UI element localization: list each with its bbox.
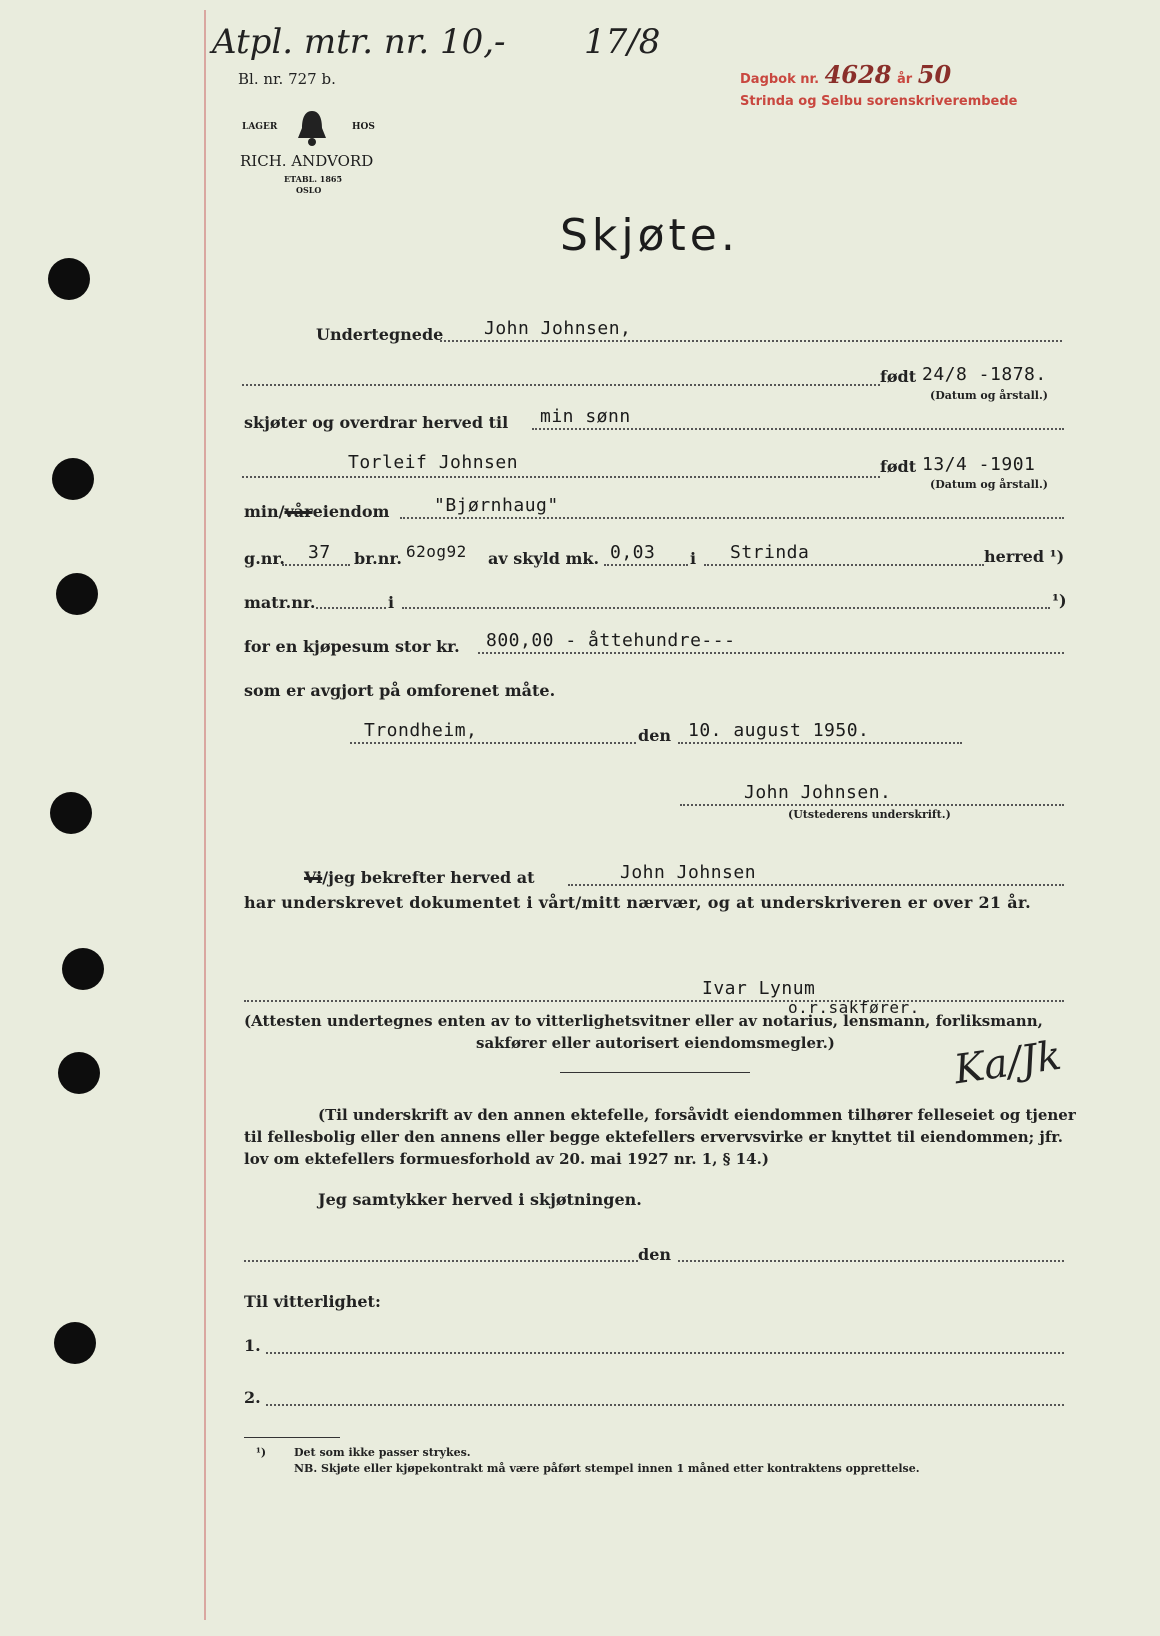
place-value: Trondheim, <box>364 720 478 741</box>
attest-line2: har underskrevet dokumentet i vårt/mitt nærvær, og at underskriveren er over 21 år. <box>244 893 1032 912</box>
logo-established: ETABL. 1865 <box>284 174 343 184</box>
gnr-value: 37 <box>308 542 331 563</box>
footnote-mark: ¹) <box>256 1446 267 1459</box>
logo-city: OSLO <box>296 185 322 195</box>
skjoter-label: skjøter og overdrar herved til <box>244 413 509 432</box>
matr-i: i <box>388 593 395 612</box>
divider <box>560 1072 750 1073</box>
avgjort-text: som er avgjort på omforenet måte. <box>244 681 556 700</box>
dotted-line <box>568 884 1064 886</box>
stamp-year-prefix: år <box>896 72 913 87</box>
recipient-relation: min sønn <box>540 406 631 427</box>
stamp-office: Strinda og Selbu sorenskriverembede <box>740 94 1018 109</box>
footnote-rule <box>244 1437 340 1438</box>
attest-text: jeg bekrefter herved at <box>328 868 535 887</box>
datum-note: (Datum og årstall.) <box>930 389 1048 402</box>
dotted-line <box>242 384 880 386</box>
handwritten-note: Atpl. mtr. nr. 10,- <box>212 22 506 62</box>
undertegnede-label: Undertegnede <box>316 325 444 344</box>
spouse-para1: (Til underskrift av den annen ektefelle, forsåvidt eiendommen tilhører felleseiet og tjener <box>318 1106 1076 1124</box>
fodt-label: født <box>880 367 917 386</box>
eiendom-line <box>244 502 389 521</box>
handwritten-date: 17/8 <box>584 22 661 62</box>
attest-struck: Vi <box>304 868 323 887</box>
dotted-line <box>316 607 386 609</box>
eiendom-prefix: min/ <box>244 502 285 521</box>
brnr-value: 62og92 <box>406 542 467 561</box>
punch-hole <box>56 573 98 615</box>
journal-stamp <box>740 60 951 89</box>
form-number: Bl. nr. 727 b. <box>238 70 336 88</box>
witness-name: Ivar Lynum <box>702 978 816 999</box>
eiendom-label: eiendom <box>312 502 390 521</box>
matr-label: matr.nr. <box>244 593 316 612</box>
dotted-line <box>532 428 1064 430</box>
signature-label: (Utstederens underskrift.) <box>788 808 951 821</box>
dotted-line <box>350 742 636 744</box>
stamp-dagbok-prefix: Dagbok nr. <box>740 72 820 87</box>
dotted-line <box>282 564 350 566</box>
margin-line <box>204 10 206 1620</box>
herred-value: Strinda <box>730 542 810 563</box>
eiendom-value: "Bjørnhaug" <box>434 495 559 516</box>
footnote-1: Det som ikke passer strykes. <box>294 1446 471 1459</box>
witness-2-label: 2. <box>244 1388 261 1407</box>
witness-1-label: 1. <box>244 1336 261 1355</box>
spouse-consent: Jeg samtykker herved i skjøtningen. <box>318 1190 642 1209</box>
logo-hos: HOS <box>352 122 375 132</box>
dotted-line <box>440 340 1062 342</box>
undertegnede-value: John Johnsen, <box>484 318 632 339</box>
attest-name: John Johnsen <box>620 862 757 883</box>
herred-label: herred ¹) <box>984 547 1065 566</box>
den-label: den <box>638 726 671 745</box>
punch-hole <box>54 1322 96 1364</box>
datum-note-2: (Datum og årstall.) <box>930 478 1048 491</box>
attest-note1: (Attesten undertegnes enten av to vitterlighetsvitner eller av notarius, lensmann, forliksmann, <box>244 1012 1043 1030</box>
matr-end: ¹) <box>1052 591 1067 610</box>
brnr-label: br.nr. <box>354 549 402 568</box>
punch-hole <box>48 258 90 300</box>
spouse-para3: lov om ektefellers formuesforhold av 20. mai 1927 nr. 1, § 14.) <box>244 1150 769 1168</box>
signature-line <box>680 804 1064 806</box>
skyld-value: 0,03 <box>610 542 656 563</box>
attest-note2: sakfører eller autorisert eiendomsmegler.) <box>476 1034 835 1052</box>
bell-logo-icon <box>292 108 332 148</box>
witness-line <box>244 1000 1064 1002</box>
witness-title: o.r.sakfører. <box>788 998 920 1017</box>
footnote-2: NB. Skjøte eller kjøpekontrakt må være påført stempel innen 1 måned etter kontraktens opprettelse. <box>294 1462 920 1475</box>
dotted-line <box>402 607 1050 609</box>
dotted-line <box>604 564 688 566</box>
gnr-label: g.nr. <box>244 549 285 568</box>
recipient-birth: 13/4 -1901 <box>922 454 1036 475</box>
spouse-para2: til fellesbolig eller den annens eller begge ektefellers ervervsvirke er knyttet til eiendommen; jfr. <box>244 1128 1064 1146</box>
publisher-logo <box>240 108 390 204</box>
kjopesum-value: 800,00 - åttehundre--- <box>486 630 736 651</box>
witness-2-line <box>266 1404 1064 1406</box>
seller-signature: John Johnsen. <box>744 782 892 803</box>
witness-1-line <box>266 1352 1064 1354</box>
dotted-line <box>400 517 1064 519</box>
logo-name: RICH. ANDVORD <box>240 152 374 170</box>
skyld-label: av skyld mk. <box>488 549 600 568</box>
punch-hole <box>58 1052 100 1094</box>
seller-birth: 24/8 -1878. <box>922 364 1047 385</box>
dotted-line <box>704 564 984 566</box>
page-title: Skjøte. <box>560 210 739 261</box>
dotted-line <box>678 742 962 744</box>
i-label: i <box>690 549 697 568</box>
punch-hole <box>62 948 104 990</box>
attest-initials: Ka/Jk <box>951 1032 1065 1094</box>
punch-hole <box>52 458 94 500</box>
logo-lager: LAGER <box>242 122 278 132</box>
fodt-label-2: født <box>880 457 917 476</box>
kjopesum-label: for en kjøpesum stor kr. <box>244 637 460 656</box>
dotted-line <box>244 1260 638 1262</box>
date-value: 10. august 1950. <box>688 720 870 741</box>
stamp-dagbok-number: 4628 <box>824 60 892 89</box>
spouse-den-label: den <box>638 1245 671 1264</box>
eiendom-struck: vår <box>284 502 313 521</box>
dotted-line <box>478 652 1064 654</box>
punch-hole <box>50 792 92 834</box>
stamp-year: 50 <box>917 60 952 89</box>
dotted-line <box>242 476 880 478</box>
til-vitterlighet: Til vitterlighet: <box>244 1292 381 1311</box>
attest-line1: Vi/jeg bekrefter herved at <box>304 868 535 887</box>
recipient-name: Torleif Johnsen <box>348 452 519 473</box>
dotted-line <box>678 1260 1064 1262</box>
